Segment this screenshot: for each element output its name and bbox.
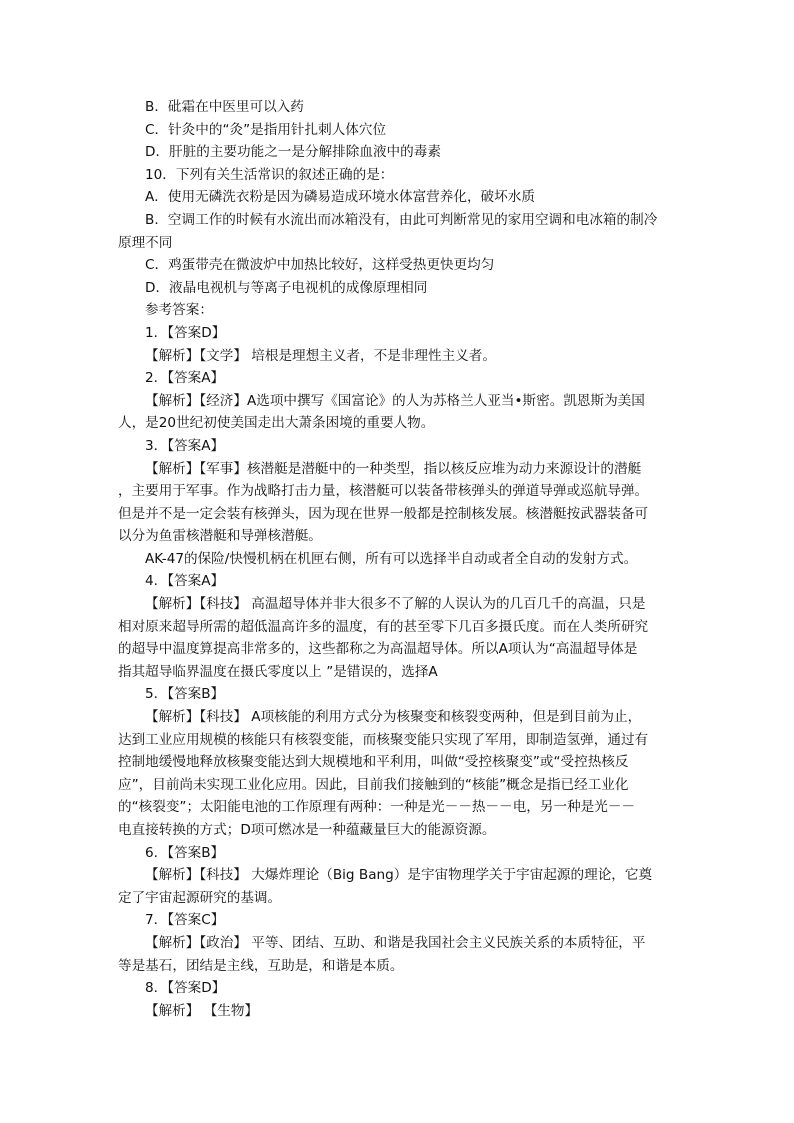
text-line: 的“核裂变”；太阳能电池的工作原理有两种：一种是光－－热－－电，另一种是光－－ (118, 799, 636, 816)
text-line: 【解析】【政治】 平等、团结、互助、和谐是我国社会主义民族关系的本质特征，平 (145, 934, 646, 951)
text-line: 8．【答案D】 (145, 980, 226, 997)
text-line: 等是基石，团结是主线，互助是，和谐是本质。 (118, 957, 404, 974)
text-line: 【解析】【科技】 大爆炸理论（Big Bang）是宇宙物理学关于宇宙起源的理论，它奠 (145, 867, 653, 884)
text-line: C．针灸中的“灸”是指用针扎刺人体穴位 (145, 121, 387, 138)
text-line: 【解析】【科技】 A项核能的利用方式分为核聚变和核裂变两种，但是到目前为止， (145, 709, 642, 726)
text-line: 5．【答案B】 (145, 686, 225, 703)
text-line: 但是并不是一定会装有核弹头，因为现在世界一般都是控制核发展。核潜艇按武器装备可 (118, 505, 649, 522)
text-line: 【解析】【经济】A选项中撰写《国富论》的人为苏格兰人亚当•斯密。凯恩斯为美国 (145, 392, 645, 409)
text-line: 2．【答案A】 (145, 370, 225, 387)
text-line: D．液晶电视机与等离子电视机的成像原理相同 (145, 279, 428, 296)
text-line: 电直接转换的方式；D项可燃冰是一种蕴藏量巨大的能源资源。 (118, 822, 496, 838)
text-line: 应”，目前尚未实现工业化应用。因此，目前我们接触到的“核能”概念是指已经工业化 (118, 776, 629, 793)
text-line: 参考答案： (145, 302, 213, 319)
text-line: 原理不同 (118, 234, 173, 251)
text-line: 6．【答案B】 (145, 844, 225, 861)
text-line: 的超导中温度算提高非常多的，这些都称之为高温超导体。所以A项认为“高温超导体是 (118, 641, 638, 658)
text-line: 指其超导临界温度在摄氏零度以上 ”是错误的，选择A (118, 663, 438, 680)
text-line: 3．【答案A】 (145, 437, 225, 454)
text-line: 【解析】【文学】 培根是理想主义者，不是非理性主义者。 (145, 347, 496, 364)
document-page (118, 96, 674, 1022)
text-line: A．使用无磷洗衣粉是因为磷易造成环境水体富营养化，破坏水质 (145, 189, 535, 206)
text-line: 【解析】【军事】核潜艇是潜艇中的一种类型，指以核反应堆为动力来源设计的潜艇 (145, 460, 642, 477)
text-line: 控制地缓慢地释放核聚变能达到大规模地和平利用，叫做“受控核聚变”或“受控热核反 (118, 754, 629, 771)
text-line: 达到工业应用规模的核能只有核裂变能，而核聚变能只实现了军用，即制造氢弹，通过有 (118, 731, 649, 748)
text-line: 相对原来超导所需的超低温高许多的温度，有的甚至零下几百多摄氏度。而在人类所研究 (118, 618, 649, 635)
text-line: 7．【答案C】 (145, 912, 225, 929)
text-line: 10．下列有关生活常识的叙述正确的是： (145, 166, 394, 183)
text-line: 1．【答案D】 (145, 324, 226, 341)
text-line: ，主要用于军事。作为战略打击力量，核潜艇可以装备带核弹头的弹道导弹或巡航导弹。 (118, 483, 649, 500)
text-line: C．鸡蛋带壳在微波炉中加热比较好，这样受热更快更均匀 (145, 257, 495, 274)
text-line: 【解析】【科技】 高温超导体并非大很多不了解的人误认为的几百几千的高温，只是 (145, 596, 646, 613)
text-line: 【解析】 【生物】 (145, 1002, 259, 1019)
text-line: D．肝脏的主要功能之一是分解排除血液中的毒素 (145, 144, 441, 161)
text-line: 以分为鱼雷核潜艇和导弹核潜艇。 (118, 528, 322, 545)
text-line: B．空调工作的时候有水流出而冰箱没有，由此可判断常见的家用空调和电冰箱的制冷 (145, 211, 658, 228)
text-line: B．砒霜在中医里可以入药 (145, 99, 304, 115)
text-line: 人，是20世纪初使美国走出大萧条困境的重要人物。 (118, 415, 435, 432)
text-line: AK-47的保险/快慢机柄在机匣右侧，所有可以选择半自动或者全自动的发射方式。 (145, 550, 638, 567)
text-line: 定了宇宙起源研究的基调。 (118, 889, 282, 906)
text-line: 4．【答案A】 (145, 573, 225, 590)
